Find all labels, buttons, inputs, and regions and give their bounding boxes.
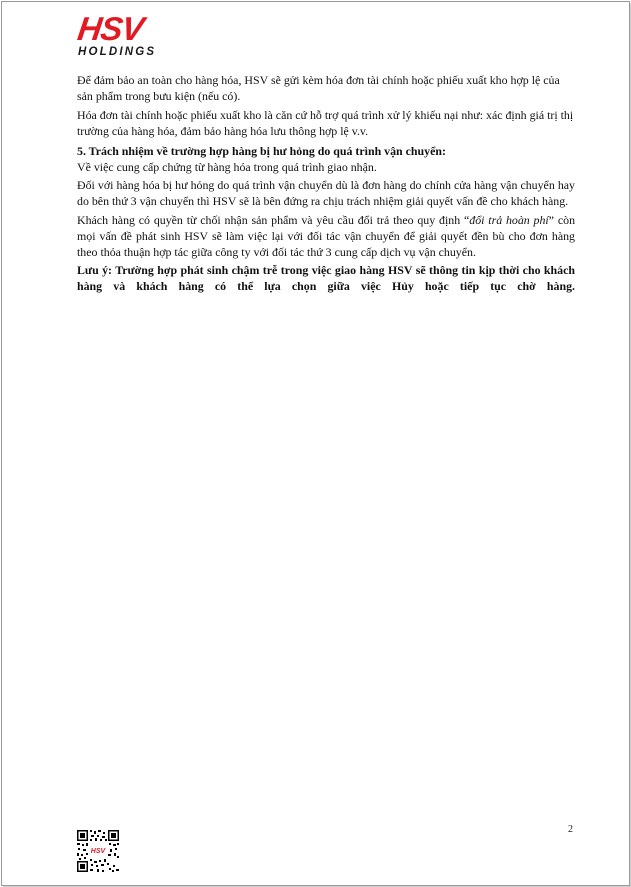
- logo-mark: HSV: [75, 10, 146, 47]
- document-body: [77, 72, 575, 296]
- paragraph-invoice: Để đảm bảo an toàn cho hàng hóa, HSV sẽ gửi kèm hóa đơn tài chính hoặc phiếu xuất kho hợp lệ của sản phẩm trong bưu kiện (nếu có).: [77, 73, 560, 103]
- qr-code: [76, 829, 120, 873]
- hsv-holdings-logo: [75, 10, 168, 58]
- return-text-start: Khách hàng có quyền từ chối nhận sản phẩm và yêu cầu đổi trả theo quy định “: [77, 213, 470, 227]
- return-policy-term: đổi trả hoàn phí: [469, 213, 549, 227]
- page-number: 2: [568, 824, 573, 835]
- paragraph-documents: Về việc cung cấp chứng từ hàng hóa trong quá trình giao nhận.: [77, 160, 377, 174]
- paragraph-invoice-purpose: Hóa đơn tài chính hoặc phiếu xuất kho là căn cứ hỗ trợ quá trình xử lý khiếu nại như: xác định giá trị thị trường của hàng hóa, đảm bảo hàng hóa lưu thông hợp lệ v.v.: [77, 108, 574, 138]
- paragraph-damage-responsibility: Đối với hàng hóa bị hư hỏng do quá trình vận chuyển dù là đơn hàng do chính cửa hàng vận chuyển hay do bên thứ 3 vận chuyển thì HSV sẽ là bên đứng ra chịu trách nhiệm giải quyết vấn đề cho khách hàng.: [77, 178, 575, 208]
- section-heading-5: 5. Trách nhiệm về trường hợp hàng bị hư hỏng do quá trình vận chuyển:: [77, 144, 446, 158]
- delivery-delay-note: Lưu ý: Trường hợp phát sinh chậm trễ trong việc giao hàng HSV sẽ thông tin kịp thời cho khách hàng và khách hàng có thể lựa chọn giữa việc Hủy hoặc tiếp tục chờ hàng.: [77, 263, 575, 293]
- paragraph-refuse-return: [77, 212, 575, 260]
- qr-center-logo: HSV: [90, 847, 106, 855]
- logo-subtitle: HOLDINGS: [78, 46, 157, 58]
- return-text-end: ” còn mọi vấn đề phát sinh HSV sẽ làm việc lại với đối tác vận chuyển để giải quyết đền bù cho đơn hàng theo thỏa thuận hợp tác giữa công ty với đối tác thứ 3 cung cấp dịch vụ vận chuyển.: [77, 213, 576, 259]
